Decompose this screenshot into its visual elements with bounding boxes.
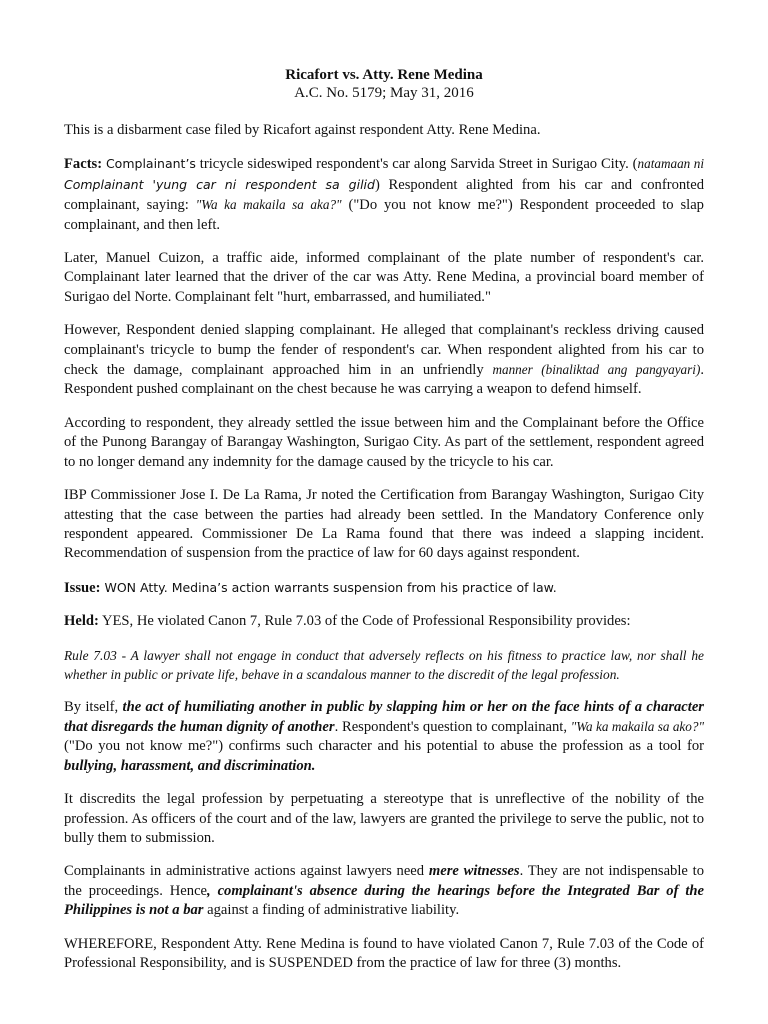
intro-paragraph: This is a disbarment case filed by Ricafort against respondent Atty. Rene Medina. xyxy=(64,122,541,138)
case-title: Ricafort vs. Atty. Rene Medina xyxy=(285,67,483,83)
rule-quote: Rule 7.03 - A lawyer shall not engage in conduct that adversely reflects on his fitness to practice law, nor shall he whether in public or private life, behave in a scandalous manner to the discredit of the legal profession. xyxy=(64,647,704,682)
byitself-text: By itself, xyxy=(64,698,123,715)
complainants-text: mere witnesses xyxy=(428,863,520,880)
held-text: YES, He violated Canon 7, Rule 7.03 of the Code of Professional Responsibility provides: xyxy=(98,613,631,630)
facts-paragraph xyxy=(64,154,704,235)
wherefore-paragraph: WHEREFORE, Respondent Atty. Rene Medina is found to have violated Canon 7, Rule 7.03 of the Code of Professional Responsibility, and is SUSPENDED from the practice of law for three (3) months. xyxy=(64,935,704,971)
quote: "Wa ka makaila sa ako?" xyxy=(570,718,704,734)
facts-text: Complainant 'yung car ni respondent sa gilid xyxy=(64,176,375,192)
byitself-text: the act of humiliating another in public by slapping him or her on the face hints of a character that disregards the human dignity of another xyxy=(64,698,704,735)
however-paragraph xyxy=(64,321,704,400)
case-title-block xyxy=(64,66,704,102)
byitself-text: bullying, harassment, and discrimination. xyxy=(64,757,316,774)
according-paragraph: According to respondent, they already settled the issue between him and the Complainant before the Office of the Punong Barangay of Barangay Washington, Surigao City. As part of the settlement, respondent agreed to no longer demand any indemnity for the damage caused by the tricycle to his car. xyxy=(64,414,704,470)
complainants-text: , complainant's absence during the hearings before the Integrated Bar of the Philippines is not a bar xyxy=(64,882,704,919)
discredits-paragraph: It discredits the legal profession by perpetuating a stereotype that is unreflective of the nobility of the profession. As officers of the court and of the law, lawyers are granted the privilege to serve the public, not to bully them to submission. xyxy=(64,791,704,846)
complainants-text: against a finding of administrative liability. xyxy=(203,902,460,919)
complainants-text: Complainants in administrative actions against lawyers need xyxy=(64,863,429,880)
however-text: However, Respondent denied slapping complainant. He alleged that complainant's reckless driving caused complainant's tricycle to bump the fender of respondent's car. When respondent alighted from his car to check the damage, complainant approached him in an unfriendly xyxy=(64,322,704,379)
held-label: Held: xyxy=(64,613,99,630)
byitself-text: . Respondent's question to complainant, xyxy=(334,718,571,735)
held-paragraph xyxy=(64,612,704,631)
byitself-text: ("Do you not know me?") confirms such character and his potential to abuse the profession as a tool for xyxy=(64,738,704,755)
quote: "Wa ka makaila sa aka?" xyxy=(195,197,342,213)
complainants-paragraph xyxy=(64,862,704,920)
however-text: . Respondent pushed complainant on the chest because he was carrying a weapon to defend himself. xyxy=(64,362,704,398)
facts-text: natamaan ni xyxy=(637,156,705,172)
issue-paragraph xyxy=(64,578,704,598)
issue-label: Issue: xyxy=(64,579,101,596)
however-text: manner (binaliktad ang pangyayari) xyxy=(492,362,701,378)
facts-text: ("Do you not know me?") Respondent proceeded to slap complainant, and then left. xyxy=(64,197,704,233)
facts-text: Complainant’s xyxy=(105,156,196,172)
case-citation: A.C. No. 5179; May 31, 2016 xyxy=(294,85,474,101)
later-paragraph: Later, Manuel Cuizon, a traffic aide, informed complainant of the plate number of respondent's car. Complainant later learned that the driver of the car was Atty. Rene Medina, a provincial board member of Surigao del Norte. Complainant felt "hurt, embarrassed, and humiliated." xyxy=(64,250,704,305)
issue-text: WON Atty. Medina’s action warrants suspension from his practice of law. xyxy=(100,579,557,595)
facts-text: ) Respondent alighted from his car and confronted complainant, saying: xyxy=(64,176,704,214)
facts-label: Facts: xyxy=(64,156,103,173)
ibp-paragraph: IBP Commissioner Jose I. De La Rama, Jr noted the Certification from Barangay Washington, Surigao City attesting that the case between the parties had already been settled. In the Mandatory Conference only respondent appeared. Commissioner De La Rama found that there was indeed a slapping incident. Recommendation of suspension from the practice of law for 60 days against respondent. xyxy=(64,487,704,562)
complainants-text: . They are not indispensable to the proceedings. Hence xyxy=(64,863,704,899)
byitself-paragraph xyxy=(64,698,704,777)
facts-text: tricycle sideswiped respondent's car along Sarvida Street in Surigao City. ( xyxy=(195,156,638,173)
